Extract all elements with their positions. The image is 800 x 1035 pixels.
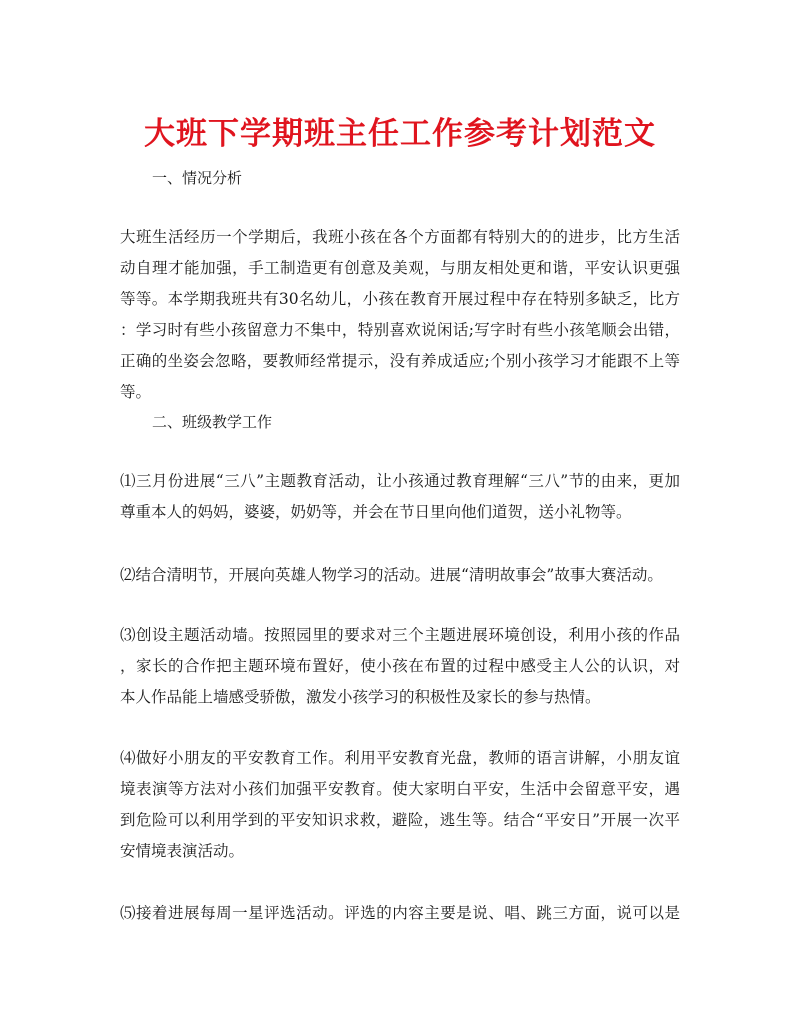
document-title: 大班下学期班主任工作参考计划范文 <box>144 116 656 152</box>
text-line: 大班生活经历一个学期后，我班小孩在各个方面都有特别大的的进步，比方生活 <box>120 228 680 246</box>
paragraph-item-5 <box>120 898 680 929</box>
text-line: 本人作品能上墙感受骄傲，激发小孩学习的积极性及家长的参与热情。 <box>120 688 601 706</box>
paragraph-item-4 <box>120 743 680 867</box>
text-line: ⑸接着进展每周一星评选活动。评选的内容主要是说、唱、跳三方面，说可以是 <box>120 904 680 922</box>
section-heading-situation-analysis: 一、情况分析 <box>152 169 243 187</box>
text-line: 动自理才能加强，手工制造更有创意及美观，与朋友相处更和谐，平安认识更强 <box>120 259 680 277</box>
paragraph-item-1 <box>120 466 680 528</box>
text-line: 到危险可以利用学到的平安知识求救，避险，逃生等。结合“平安日”开展一次平 <box>120 811 680 829</box>
text-line: ⑷做好小朋友的平安教育工作。利用平安教育光盘，教师的语言讲解，小朋友谊 <box>120 749 680 767</box>
text-line: ，家长的合作把主题环境布置好，使小孩在布置的过程中感受主人公的认识，对 <box>120 657 680 675</box>
text-line: 等等。本学期我班共有30名幼儿，小孩在教育开展过程中存在特别多缺乏，比方 <box>120 290 680 308</box>
text-line: 安情境表演活动。 <box>120 842 245 860</box>
text-line: 境表演等方法对小孩们加强平安教育。使大家明白平安，生活中会留意平安，遇 <box>120 780 680 798</box>
paragraph-item-2 <box>120 560 680 591</box>
section-heading-class-teaching: 二、班级教学工作 <box>152 413 273 431</box>
text-line: 正确的坐姿会忽略，要教师经常提示，没有养成适应;个别小孩学习才能跟不上等 <box>120 352 680 370</box>
text-line: ⑴三月份进展“三八”主题教育活动，让小孩通过教育理解“三八”节的由来，更加 <box>120 472 680 490</box>
paragraph-item-3 <box>120 620 680 713</box>
text-line: ：学习时有些小孩留意力不集中，特别喜欢说闲话;写字时有些小孩笔顺会出错， <box>120 321 680 339</box>
text-line: ⑵结合清明节，开展向英雄人物学习的活动。进展“清明故事会”故事大赛活动。 <box>120 566 663 584</box>
paragraph-situation-analysis <box>120 222 680 408</box>
text-line: ⑶创设主题活动墙。按照园里的要求对三个主题进展环境创设，利用小孩的作品 <box>120 626 680 644</box>
text-line: 尊重本人的妈妈，婆婆，奶奶等，并会在节日里向他们道贺，送小礼物等。 <box>120 503 632 521</box>
text-line: 等。 <box>120 383 152 401</box>
